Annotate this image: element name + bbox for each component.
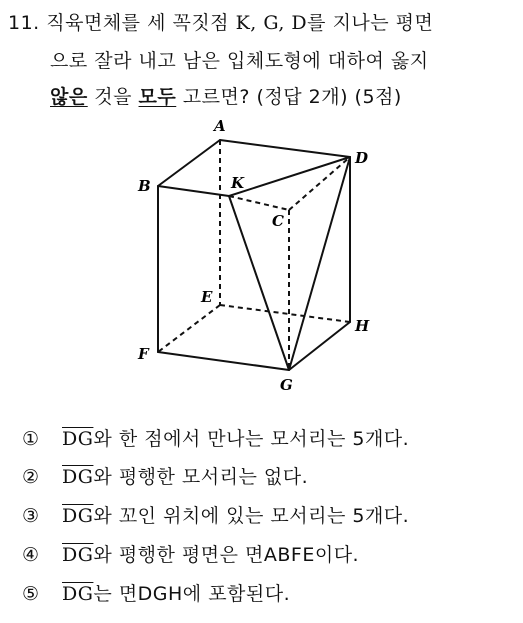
edge-FG — [158, 352, 289, 370]
question-text: 직육면체를 세 꼭짓점 — [46, 12, 230, 34]
vertex-label-E: E — [201, 288, 213, 306]
choice-4[interactable] — [22, 540, 359, 567]
question-text-tail: 를 지나는 평면 — [307, 12, 434, 34]
edge-EH-hidden — [220, 305, 350, 322]
question-tail: 고르면? (정답 2개) (5점) — [182, 86, 402, 108]
vertex-label-K: K — [231, 174, 245, 192]
vertex-label-A: A — [214, 117, 226, 135]
choice-number: ② — [22, 466, 40, 488]
question-mid: 것을 — [94, 86, 132, 108]
choice-number: ④ — [22, 544, 40, 566]
segment-label: $\overline{DG}$ — [62, 544, 94, 566]
edge-BK — [158, 186, 229, 196]
choice-5[interactable] — [22, 579, 290, 606]
edge-AD — [220, 140, 350, 157]
vertex-label-H: H — [355, 317, 370, 335]
emphasis-not: 않은 — [50, 86, 88, 108]
choice-number: ③ — [22, 505, 40, 527]
vertex-label-G: G — [280, 376, 293, 394]
segment-label: $\overline{DG}$ — [62, 466, 94, 488]
emphasis-all: 모두 — [138, 86, 177, 108]
point-list: K, G, D — [235, 12, 308, 34]
choice-3[interactable] — [22, 501, 409, 528]
choice-text: 와 한 점에서 만나는 모서리는 5개다. — [93, 428, 410, 450]
segment-label: $\overline{DG}$ — [62, 505, 94, 527]
vertex-label-D: D — [355, 149, 369, 167]
edge-KD — [229, 157, 350, 196]
question-text-2: 으로 잘라 내고 남은 입체도형에 대하여 옳지 — [50, 50, 429, 72]
choice-text: 와 평행한 평면은 면ABFE이다. — [93, 544, 360, 566]
edge-BA — [158, 140, 220, 186]
vertex-label-C: C — [272, 212, 284, 230]
segment-label: $\overline{DG}$ — [62, 428, 94, 450]
choice-2[interactable] — [22, 462, 308, 489]
choice-text: 와 꼬인 위치에 있는 모서리는 5개다. — [93, 505, 410, 527]
choice-number: ⑤ — [22, 583, 40, 605]
edge-EF-hidden — [158, 305, 220, 352]
segment-label: $\overline{DG}$ — [62, 583, 94, 605]
choice-text: 와 평행한 모서리는 없다. — [93, 466, 309, 488]
edge-HG — [289, 322, 350, 370]
choice-number: ① — [22, 428, 40, 450]
choice-1[interactable] — [22, 424, 409, 451]
edge-CD-hidden — [289, 157, 350, 210]
edge-KC-hidden — [229, 196, 289, 210]
question-number: 11. — [8, 12, 40, 34]
choice-text: 는 면DGH에 포함된다. — [93, 583, 291, 605]
edge-DG — [289, 157, 350, 370]
vertex-label-F: F — [138, 345, 149, 363]
vertex-label-B: B — [138, 177, 151, 195]
